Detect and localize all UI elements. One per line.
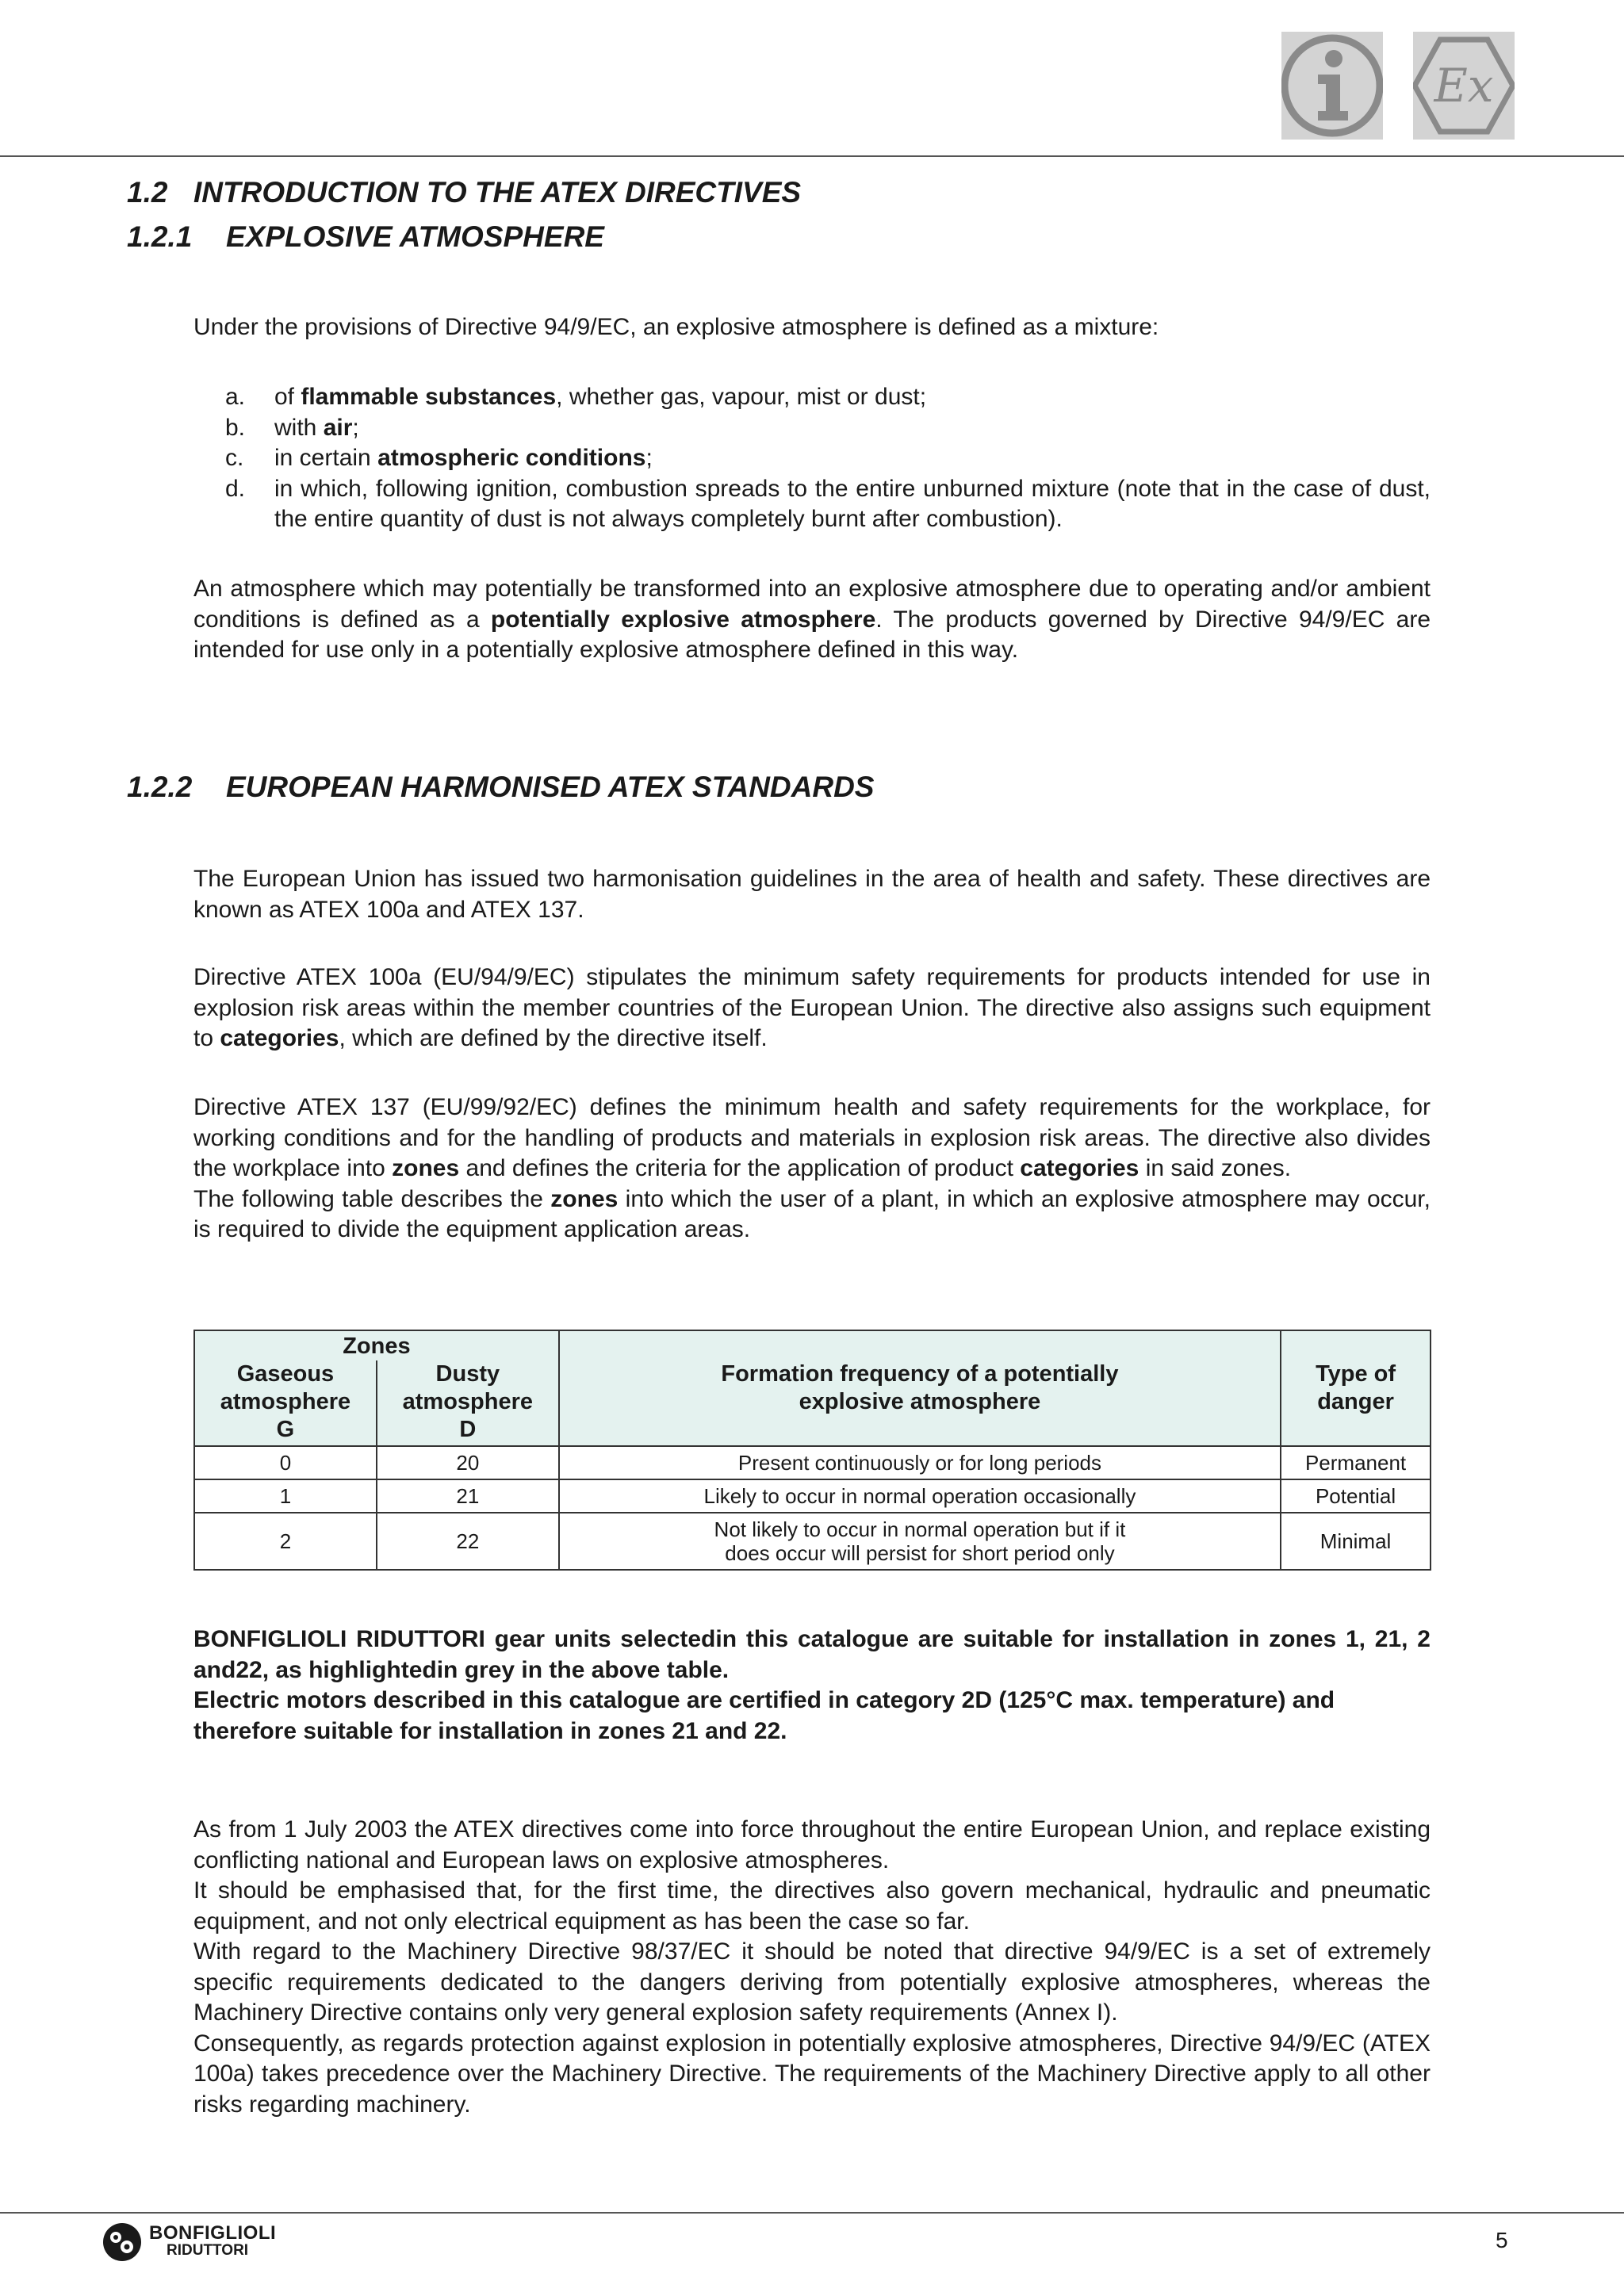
footer-rule (0, 2212, 1624, 2214)
ex-icon (1413, 32, 1515, 140)
list-item: a. of flammable substances, whether gas, vapour, mist or dust; (225, 384, 927, 410)
table-row (194, 1446, 1431, 1479)
cell-type: Potential (1281, 1479, 1431, 1513)
definition-intro: Under the provisions of Directive 94/9/EC, an explosive atmosphere is defined as a mixture: (193, 314, 1159, 340)
table-header-frequency: Formation frequency of a potentially explosive atmosphere (559, 1330, 1281, 1446)
table-header-zones: Zones (194, 1330, 559, 1360)
cell-frequency: Not likely to occur in normal operation but if it does occur will persist for short period only (559, 1513, 1281, 1570)
closing-paragraphs: As from 1 July 2003 the ATEX directives come into force throughout the entire European Union, and replace existing conflicting national and European laws on explosive atmospheres. It should be emphasised that, for the first time, the directives also govern mechanical, hydraulic and pneumatic equipment, and not only electrical equipment as has been the case so far. With regard to the Machinery Directive 98/37/EC it should be noted that directive 94/9/EC is a set of extremely specific requirements dedicated to the dangers deriving from potentially explosive atmospheres, whereas the Machinery Directive contains only very general explosion safety requirements (Annex I). Consequently, as regards protection against explosion in potentially explosive atmospheres, Directive 94/9/EC (ATEX 100a) takes precedence over the Machinery Directive. The requirements of the Machinery Directive apply to all other risks regarding machinery. (193, 1816, 1431, 2118)
harmonisation-paragraph: The European Union has issued two harmonisation guidelines in the area of health and safety. These directives are known as ATEX 100a and ATEX 137. (193, 866, 1431, 923)
header-rule (0, 155, 1624, 157)
potentially-explosive-paragraph: An atmosphere which may potentially be transformed into an explosive atmosphere due to operating and/or ambient conditions is defined as a potentially explosive atmosphere. The products governed by Directive 94/9/EC are intended for use only in a potentially explosive atmosphere defined in this way. (193, 576, 1431, 663)
heading-1-2: 1.2 INTRODUCTION TO THE ATEX DIRECTIVES (127, 176, 802, 209)
atex-100a-paragraph: Directive ATEX 100a (EU/94/9/EC) stipulates the minimum safety requirements for products intended for use in explosion risk areas within the member countries of the European Union. The directive also assigns such equipment to categories, which are defined by the directive itself. (193, 964, 1431, 1051)
heading-1-2-1: 1.2.1 EXPLOSIVE ATMOSPHERE (127, 220, 604, 253)
cell-dust: 21 (377, 1479, 559, 1513)
table-row (194, 1479, 1431, 1513)
svg-text:Ex: Ex (1434, 59, 1494, 113)
zones-table (193, 1330, 1431, 1571)
cell-frequency: Likely to occur in normal operation occasionally (559, 1479, 1281, 1513)
cell-type: Permanent (1281, 1446, 1431, 1479)
table-header-dust: Dusty atmosphere D (377, 1360, 559, 1446)
table-header-gas: Gaseous atmosphere G (194, 1360, 377, 1446)
list-item: c. in certain atmospheric conditions; (225, 445, 653, 471)
cell-gas: 1 (194, 1479, 377, 1513)
cell-gas: 2 (194, 1513, 377, 1570)
cell-type: Minimal (1281, 1513, 1431, 1570)
bonfiglioli-logo (102, 2221, 276, 2263)
table-row (194, 1513, 1431, 1570)
gear-logo-icon (102, 2221, 143, 2263)
info-icon (1281, 32, 1383, 140)
cell-frequency: Present continuously or for long periods (559, 1446, 1281, 1479)
list-item: b. with air; (225, 414, 359, 441)
cell-dust: 22 (377, 1513, 559, 1570)
bonfiglioli-notes: BONFIGLIOLI RIDUTTORI gear units selectedin this catalogue are suitable for installation in zones 1, 21, 2 and22, as highlightedin grey in the above table. Electric motors described in this catalogue are certified in category 2D (125°C max. temperature) and therefore suitable for installation in zones 21 and 22. (193, 1626, 1431, 1744)
brand-subname: RIDUTTORI (167, 2242, 249, 2259)
definition-list (193, 382, 1431, 535)
table-header-type: Type of danger (1281, 1330, 1431, 1446)
cell-dust: 20 (377, 1446, 559, 1479)
list-item: d. in which, following ignition, combustion spreads to the entire unburned mixture (note that in the case of dust, the entire quantity of dust is not always completely burnt after combustion). (225, 475, 1431, 532)
brand-name: BONFIGLIOLI (149, 2222, 277, 2244)
page-number: 5 (1496, 2228, 1508, 2252)
heading-1-2-2: 1.2.2 EUROPEAN HARMONISED ATEX STANDARDS (127, 771, 875, 803)
cell-gas: 0 (194, 1446, 377, 1479)
atex-137-paragraph: Directive ATEX 137 (EU/99/92/EC) defines the minimum health and safety requirements for the workplace, for working conditions and for the handling of products and materials in explosion risk areas. The directive also divides the workplace into zones and defines the criteria for the application of product categories in said zones. The following table describes the zones into which the user of a plant, in which an explosive atmosphere may occur, is required to divide the equipment application areas. (193, 1094, 1431, 1242)
